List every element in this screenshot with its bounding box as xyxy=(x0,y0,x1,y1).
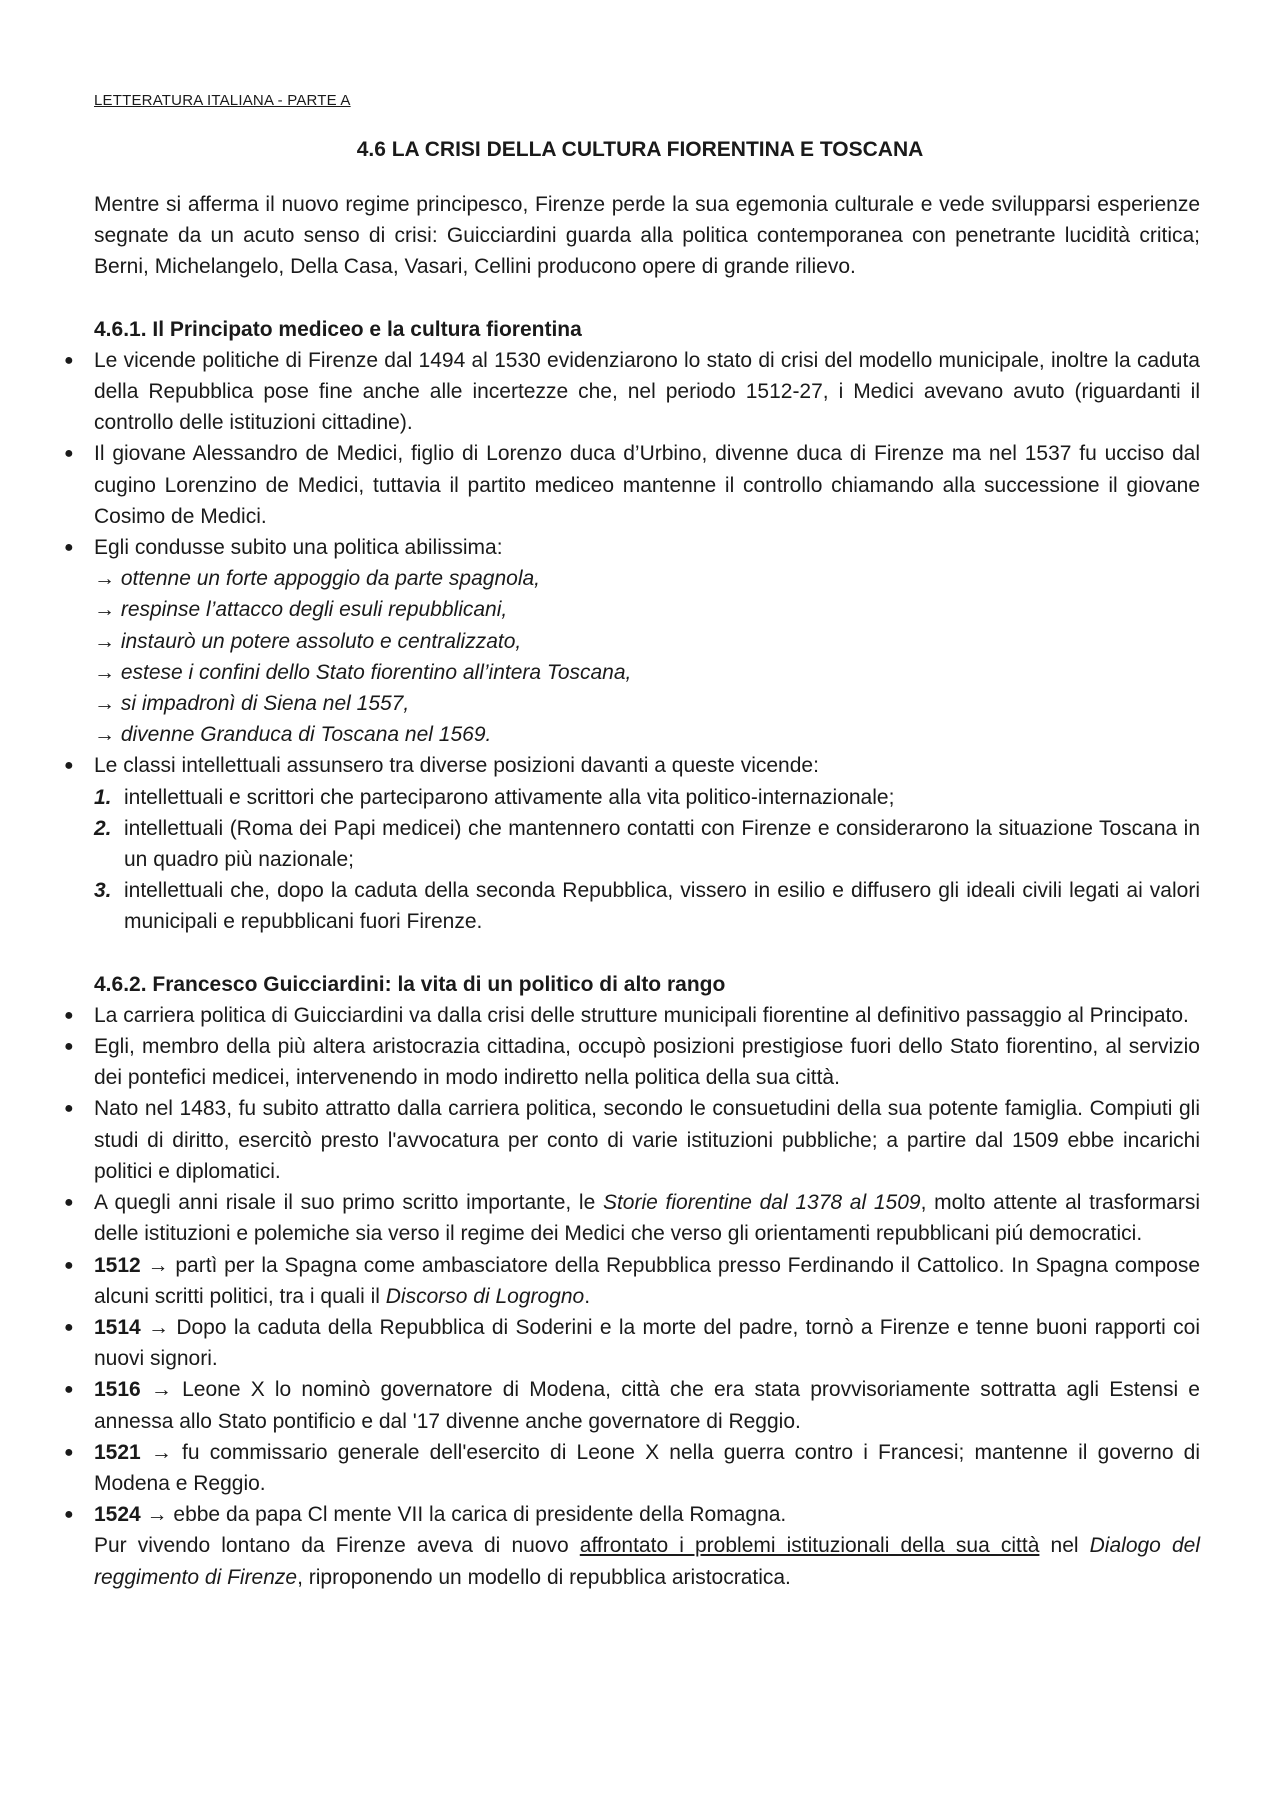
item-number: 1. xyxy=(94,785,112,809)
bullet-text: Egli condusse subito una politica abilissima: xyxy=(94,536,503,560)
list-item xyxy=(64,1000,1200,1031)
closing-text: nel xyxy=(1039,1534,1090,1558)
bullet-icon: ● xyxy=(64,1006,74,1024)
arrow-item: → si impadronì di Siena nel 1557, xyxy=(94,692,410,716)
item-number: 3. xyxy=(94,879,112,903)
section-heading-4-6-1: 4.6.1. Il Principato mediceo e la cultura fiorentina xyxy=(94,317,582,341)
bullet-text: → Dopo la caduta della Repubblica di Soderini e la morte del padre, tornò a Firenze e tenne buoni rapporti coi nuovi signori. xyxy=(94,1315,1200,1371)
list-item xyxy=(64,1437,1200,1499)
section-heading-4-6-2: 4.6.2. Francesco Guicciardini: la vita di un politico di alto rango xyxy=(94,972,726,996)
numbered-item xyxy=(94,813,1200,875)
bullet-text: , molto attente al trasformarsi delle istituzioni e polemiche sia verso il regime dei Medici che verso gli orientamenti repubblicani piú democratici. xyxy=(94,1191,1200,1246)
positions-list xyxy=(94,782,1200,938)
bullet-icon: ● xyxy=(64,757,74,775)
bullet-text: Egli, membro della più altera aristocrazia cittadina, occupò posizioni prestigiose fuori dello Stato fiorentino, al servizio dei pontefici medicei, intervenendo in modo indiretto nella politica della sua città. xyxy=(94,1035,1200,1090)
bullet-text: → Leone X lo nominò governatore di Modena, città che era stata provvisoriamente sottratta agli Estensi e annessa allo Stato pontificio e dal '17 divenne anche governatore di Reggio. xyxy=(94,1378,1200,1433)
year-label: 1521 xyxy=(94,1440,141,1464)
item-text: intellettuali che, dopo la caduta della seconda Repubblica, vissero in esilio e diffusero gli ideali civili legati ai valori municipali e repubblicani fuori Firenze. xyxy=(124,879,1200,934)
bullet-text: → partì per la Spagna come ambasciatore della Repubblica presso Ferdinando il Cattolico. In Spagna compose alcuni scritti politici, tra i quali il xyxy=(94,1253,1200,1308)
bullet-icon: ● xyxy=(64,1100,74,1118)
arrow-item: → estese i confini dello Stato fiorentino all’intera Toscana, xyxy=(94,660,632,684)
item-number: 2. xyxy=(94,816,112,840)
bullet-icon: ● xyxy=(64,1038,74,1056)
bullet-text: Il giovane Alessandro de Medici, figlio di Lorenzo duca d’Urbino, divenne duca di Firenze ma nel 1537 fu ucciso dal cugino Lorenzino de Medici, tuttavia il partito mediceo mantenne il controllo chiamando alla successione il giovane Cosimo de Medici. xyxy=(94,442,1200,528)
bullet-icon: ● xyxy=(64,1381,74,1399)
bullet-icon: ● xyxy=(64,539,74,557)
bullet-text: → ebbe da papa Cl mente VII la carica di presidente della Romagna. xyxy=(140,1503,787,1527)
underlined-phrase: affrontato i problemi istituzionali della sua città xyxy=(579,1534,1040,1558)
list-item xyxy=(64,1093,1200,1187)
bullet-text: . xyxy=(584,1284,591,1308)
bullet-text: Le classi intellettuali assunsero tra diverse posizioni davanti a queste vicende: xyxy=(94,754,819,778)
intro-paragraph: Mentre si afferma il nuovo regime principesco, Firenze perde la sua egemonia culturale e vede svilupparsi esperienze segnate da un acuto senso di crisi: Guicciardini guarda alla politica contemporanea con penetrante lucidità critica; Berni, Michelangelo, Della Casa, Vasari, Cellini producono opere di grande rilievo. xyxy=(94,193,1200,279)
item-text: intellettuali (Roma dei Papi medicei) che mantennero contatti con Firenze e considerarono la situazione Toscana in un quadro più nazionale; xyxy=(124,816,1200,872)
list-item xyxy=(64,1187,1200,1249)
year-label: 1524 xyxy=(94,1503,141,1527)
section2-list xyxy=(64,1000,1200,1593)
bullet-icon: ● xyxy=(64,1194,74,1212)
bullet-text: La carriera politica di Guicciardini va dalla crisi delle strutture municipali fiorentine al definitivo passaggio al Principato. xyxy=(94,1003,1189,1027)
list-item xyxy=(64,1312,1200,1374)
bullet-icon: ● xyxy=(64,351,74,369)
work-title: Dialogo del reggimento di Firenze xyxy=(94,1534,1200,1589)
bullet-icon: ● xyxy=(64,1256,74,1274)
bullet-text: → fu commissario generale dell'esercito di Leone X nella guerra contro i Francesi; mantenne il governo di Modena e Reggio. xyxy=(94,1440,1200,1495)
document-body xyxy=(64,189,1200,1593)
closing-text: Pur vivendo lontano da Firenze aveva di nuovo xyxy=(94,1534,580,1558)
arrow-item: → divenne Granduca di Toscana nel 1569. xyxy=(94,723,492,747)
chapter-title: 4.6 LA CRISI DELLA CULTURA FIORENTINA E TOSCANA xyxy=(356,138,924,161)
year-label: 1516 xyxy=(94,1378,141,1402)
numbered-item xyxy=(94,875,1200,937)
bullet-icon: ● xyxy=(64,1318,74,1336)
list-item xyxy=(64,1250,1200,1312)
list-item xyxy=(64,345,1200,439)
bullet-text: Nato nel 1483, fu subito attratto dalla carriera politica, secondo le consuetudini della sua potente famiglia. Compiuti gli studi di diritto, esercitò presto l'avvocatura per conto di varie istituzioni pubbliche; a partire dal 1509 ebbe incarichi politici e diplomatici. xyxy=(94,1097,1200,1183)
bullet-icon: ● xyxy=(64,1443,74,1461)
arrow-item: → ottenne un forte appoggio da parte spagnola, xyxy=(94,567,541,591)
list-item xyxy=(64,532,1200,750)
year-label: 1512 xyxy=(94,1253,141,1277)
item-text: intellettuali e scrittori che parteciparono attivamente alla vita politico-internazionale; xyxy=(124,785,895,809)
closing-paragraph xyxy=(94,1530,1200,1592)
year-label: 1514 xyxy=(94,1315,141,1339)
closing-text: , riproponendo un modello di repubblica aristocratica. xyxy=(297,1565,791,1589)
work-title: Storie fiorentine dal 1378 al 1509 xyxy=(602,1191,921,1215)
bullet-icon: ● xyxy=(64,1506,74,1524)
course-header: LETTERATURA ITALIANA - PARTE A xyxy=(94,92,351,109)
list-item xyxy=(64,1374,1200,1436)
section1-list xyxy=(64,345,1200,938)
work-title: Discorso di Logrogno xyxy=(385,1284,585,1308)
list-item xyxy=(64,438,1200,532)
bullet-icon: ● xyxy=(64,445,74,463)
bullet-text: Le vicende politiche di Firenze dal 1494 al 1530 evidenziarono lo stato di crisi del modello municipale, inoltre la caduta della Repubblica pose fine anche alle incertezze che, nel periodo 1512-27, i Medici avevano avuto (riguardanti il controllo delle istituzioni cittadine). xyxy=(94,348,1200,435)
list-item xyxy=(64,1499,1200,1593)
bullet-text: A quegli anni risale il suo primo scritto importante, le xyxy=(94,1191,603,1215)
arrow-item: → instaurò un potere assoluto e centralizzato, xyxy=(94,629,522,653)
numbered-item xyxy=(94,782,1200,813)
list-item xyxy=(64,1031,1200,1093)
arrow-item: → respinse l’attacco degli esuli repubblicani, xyxy=(94,598,508,622)
list-item xyxy=(64,750,1200,937)
